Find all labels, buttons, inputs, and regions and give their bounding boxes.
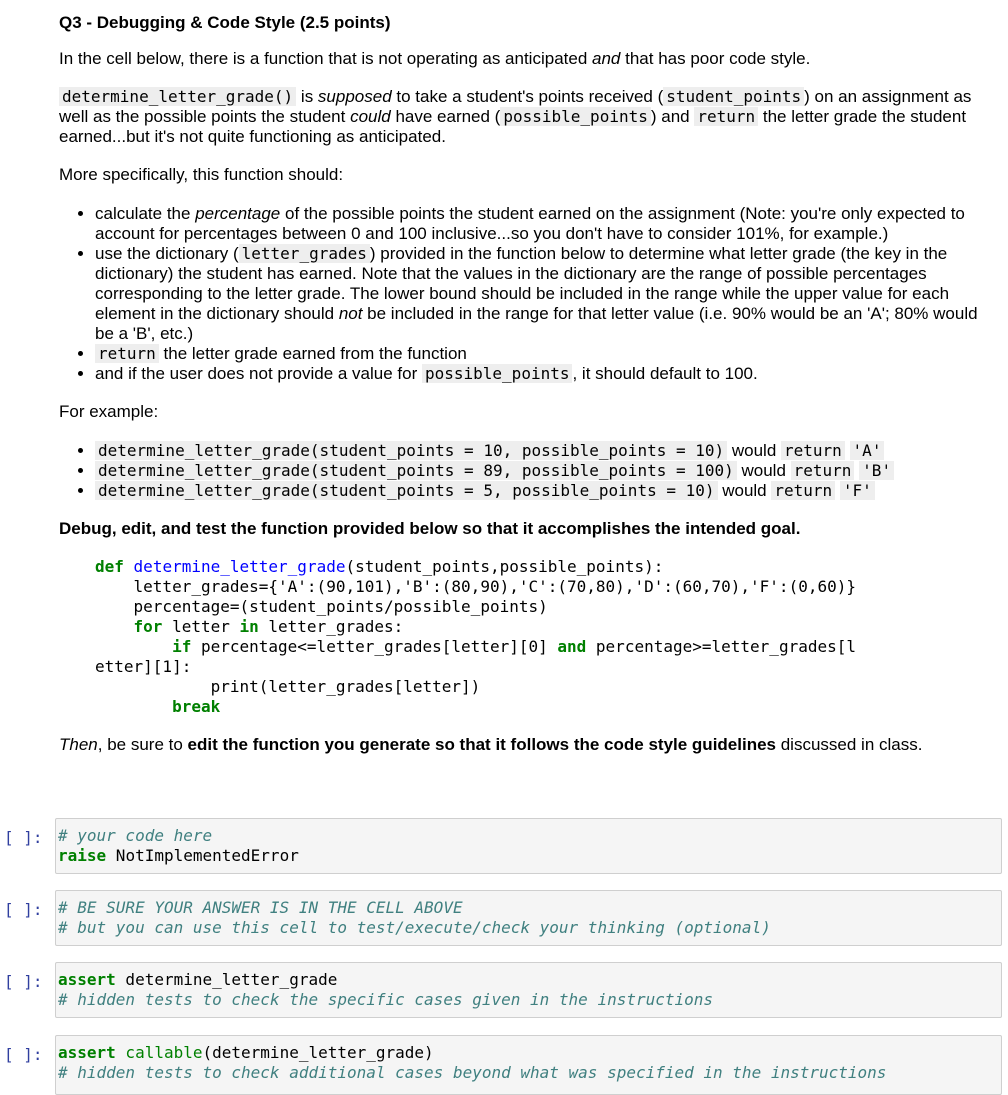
debug-instruction: Debug, edit, and test the function provided below so that it accomplishes the intended goal.	[59, 519, 801, 538]
code-editor[interactable]: assert determine_letter_grade # hidden tests to check the specific cases given in the instructions	[55, 962, 1002, 1018]
examples-list	[59, 441, 989, 501]
list-item: • determine_letter_grade(student_points = 10, possible_points = 10) would return 'A'	[95, 441, 989, 461]
for-example-paragraph: For example:	[59, 402, 159, 421]
cell-prompt: [ ]:	[4, 900, 43, 919]
code-editor[interactable]: # your code here raise NotImplementedError	[55, 818, 1002, 874]
list-item: • use the dictionary ( letter_grades ) provided in the function below to determine what letter grade (the key in the dictionary) the student has earned. Note that the values in the dictionary are the range of possible percentages corresponding to the letter grade. The lower bound should be included in the range while the upper value for each element in the dictionary should not be included in the range for that letter value (i.e. 90% would be an 'A'; 80% would be a 'B', etc.)	[95, 244, 989, 344]
description-paragraph: determine_letter_grade() is supposed to take a student's points received ( student_points ) on an assignment as well as the possible points the student could have earned ( possible_points ) and return the letter grade the student earned...but it's not quite functioning as anticipated.	[59, 87, 972, 146]
markdown-cell	[59, 0, 989, 755]
specifically-paragraph: More specifically, this function should:	[59, 165, 344, 184]
list-item: • determine_letter_grade(student_points = 89, possible_points = 100) would return 'B'	[95, 461, 989, 481]
cell-prompt: [ ]:	[4, 972, 43, 991]
requirements-list	[59, 204, 989, 384]
list-item: • determine_letter_grade(student_points = 5, possible_points = 10) would return 'F'	[95, 481, 989, 501]
code-cell-4	[0, 1035, 1008, 1088]
list-item: • calculate the percentage of the possible points the student earned on the assignment (Note: you're only expected to account for percentages between 0 and 100 inclusive...so you don't have to consider 101%, for example.)	[95, 204, 989, 244]
intro-paragraph: In the cell below, there is a function that is not operating as anticipated and that has poor code style.	[59, 49, 811, 68]
code-editor[interactable]: # BE SURE YOUR ANSWER IS IN THE CELL ABOVE # but you can use this cell to test/execute/check your thinking (optional)	[55, 890, 1002, 946]
code-cell-1	[0, 818, 1008, 874]
question-heading: Q3 - Debugging & Code Style (2.5 points)	[59, 13, 391, 32]
cell-prompt: [ ]:	[4, 828, 43, 847]
list-item: • and if the user does not provide a value for possible_points , it should default to 100.	[95, 364, 989, 384]
style-paragraph: Then, be sure to edit the function you generate so that it follows the code style guidelines discussed in class.	[59, 735, 923, 754]
cell-prompt: [ ]:	[4, 1045, 43, 1064]
code-cell-2	[0, 890, 1008, 946]
code-block: def determine_letter_grade(student_points,possible_points): letter_grades={'A':(90,101),'B':(80,90),'C':(70,80),'D':(60,70),'F':(0,60)} percentage=(student_points/possible_points) for letter in letter_grades: if percentage<=letter_grades[letter][0] and percentage>=letter_grades[l etter][1]: print(letter_grades[letter]) break	[95, 557, 856, 716]
list-item: • return the letter grade earned from the function	[95, 344, 989, 364]
code-cell-3	[0, 962, 1008, 1018]
code-editor[interactable]: assert callable(determine_letter_grade) # hidden tests to check additional cases beyond what was specified in the instructions	[55, 1035, 1002, 1095]
